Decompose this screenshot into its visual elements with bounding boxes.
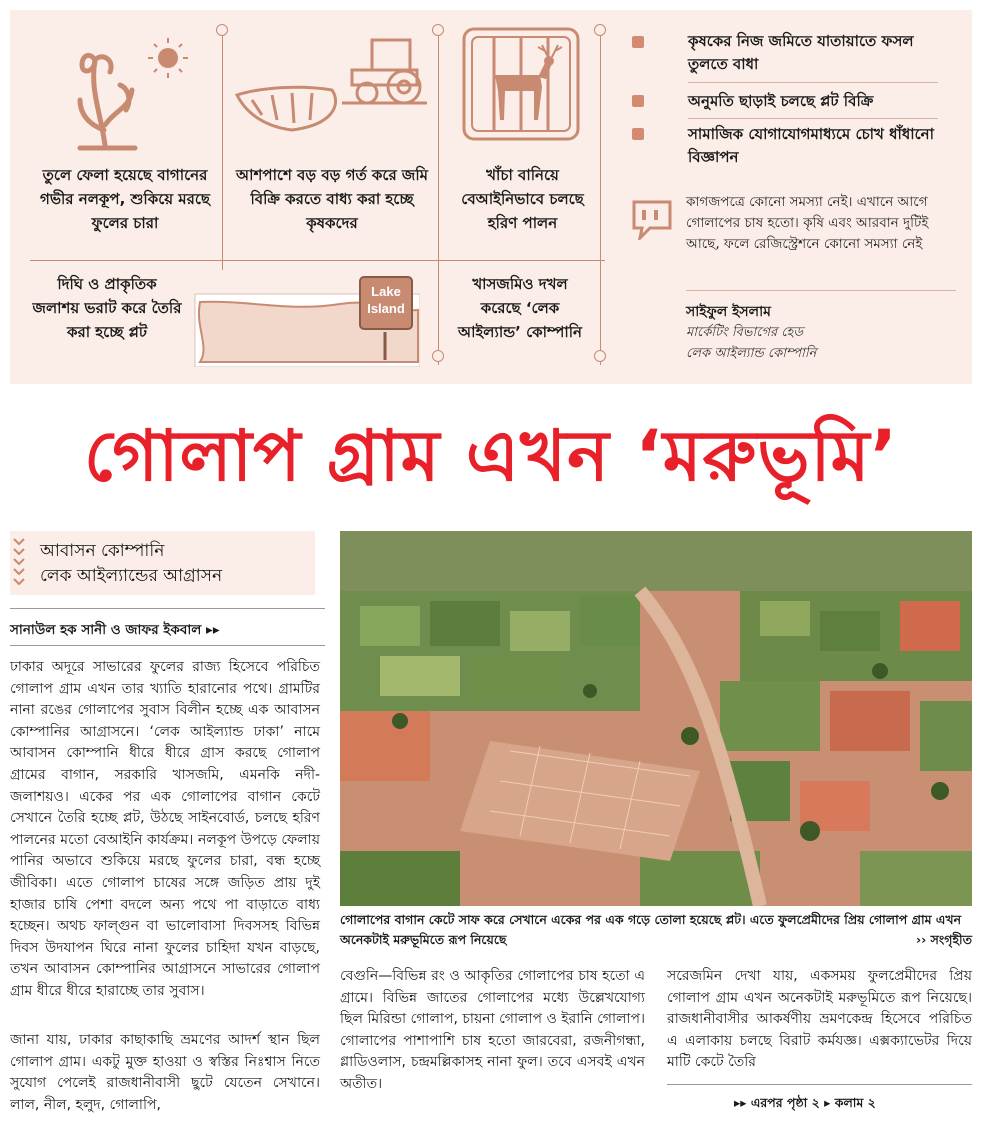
aerial-photo <box>340 531 972 906</box>
speaker-title: মার্কেটিং বিভাগের হেড <box>686 325 803 340</box>
byline: সানাউল হক সানী ও জাফর ইকবাল ▸▸ <box>10 622 220 638</box>
cell-tubewell: তুলে ফেলা হয়েছে বাগানের গভীর নলকূপ, শুকিয়ে মরছে ফুলের চারা <box>40 166 210 232</box>
subhead-line: লেক আইল্যান্ডের আগ্রাসন <box>40 566 223 586</box>
signboard <box>361 283 411 317</box>
signboard-line: Island <box>367 301 405 316</box>
article-column-1-continued: জানা যায়, ঢাকার কাছাকাছি ভ্রমণের আদর্শ স্থান ছিল গোলাপ গ্রাম। একটু মুক্ত হাওয়া ও স্বস্তির নিঃশ্বাস নিতে সুযোগ পেলেই রাজধানীবাসী ছুটে যেতেন সেখানে। লাল, নীল, হলুদ, গোলাপি, <box>10 1032 320 1113</box>
bullet-icon <box>632 128 644 140</box>
grid-node <box>216 24 228 36</box>
divider <box>667 1084 972 1085</box>
subhead-line: আবাসন কোম্পানি <box>40 541 165 561</box>
divider <box>688 82 938 83</box>
speaker-org: লেক আইল্যান্ড কোম্পানি <box>686 346 817 361</box>
subhead-box <box>10 531 315 595</box>
grid-node <box>594 24 606 36</box>
article-column-1: ঢাকার অদূরে সাভারের ফুলের রাজ্য হিসেবে পরিচিত গোলাপ গ্রাম এখন তার খ্যাতি হারানোর পথে। গ্রামটির নানা রঙের গোলাপের সুবাস বিলীন হচ্ছে এক আবাসন কোম্পানির আগ্রাসনে। ‘লেক আইল্যান্ড ঢাকা’ নামে আবাসন কোম্পানি ধীরে ধীরে গ্রাস করছে গোলাপ গ্রামের বাগান, সরকারি খাসজমি, এমনকি নদী-জলাশয়ও। একের পর এক গোলাপের বাগান কেটে সেখানে তৈরি হচ্ছে প্লট, উঠছে সাইনবোর্ড, চলছে হরিণ পালনের মতো বেআইনি কার্যক্রম। নলকূপ উপড়ে ফেলায় পানির অভাবে শুকিয়ে মরছে ফুলের চারা, বন্ধ হচ্ছে জীবিকা। এতে গোলাপ চাষের সঙ্গে জড়িত প্রায় দুই হাজার চাষি পেশা বদলে অন্য পথে পা বাড়াতে বাধ্য হচ্ছেন। অথচ ফাল্গুন বা ভালোবাসা দিবসসহ বিভিন্ন দিবস উদযাপন ঘিরে নানা ফুলের চাহিদা যখন বাড়ছে, তখন আবাসন কোম্পানির আগ্রাসনে সাভারের গোলাপ গ্রাম ধীরে ধীরে হারাচ্ছে তার সুবাস। <box>10 659 320 999</box>
cell-khasland: খাসজমিও দখল করেছে ‘লেক আইল্যান্ড’ কোম্পানি <box>458 275 582 341</box>
grid-node <box>432 350 444 362</box>
point-text: অনুমতি ছাড়াই চলছে প্লট বিক্রি <box>688 92 874 110</box>
article-column-2: বেগুনি—বিভিন্ন রং ও আকৃতির গোলাপের চাষ হতো এ গ্রামে। বিভিন্ন জাতের গোলাপের মধ্যে উল্লেখযোগ্য ছিল মিরিন্ডা গোলাপ, চায়না গোলাপ ও ইরানি গোলাপ। গোলাপের পাশাপাশি চাষ হতো জারবেরা, রজনীগন্ধা, গ্লাডিওলাস, চন্দ্রমল্লিকাসহ নানা ফুল। তবে এসবই এখন অতীত। <box>340 968 645 1092</box>
grid-divider <box>30 260 605 261</box>
infographic-panel <box>10 10 972 384</box>
grid-node <box>594 350 606 362</box>
bullet-icon <box>632 95 644 107</box>
wilted-flower-icon <box>60 30 200 155</box>
point-text: কৃষকের নিজ জমিতে যাতায়াতে ফসল তুলতে বাধা <box>688 32 914 73</box>
continued-marker: ▸▸ এরপর পৃষ্ঠা ২ ▸ কলাম ২ <box>734 1095 876 1110</box>
grid-divider <box>600 30 601 365</box>
subhead <box>40 539 222 589</box>
cell-pits: আশপাশে বড় বড় গর্ত করে জমি বিক্রি করতে বাধ্য করা হচ্ছে কৃষকদের <box>236 166 428 232</box>
headline: গোলাপ গ্রাম এখন ‘মরুভূমি’ <box>83 415 899 497</box>
cell-pond: দিঘি ও প্রাকৃতিক জলাশয় ভরাট করে তৈরি করা হচ্ছে প্লট <box>32 275 182 341</box>
grid-divider <box>438 30 439 270</box>
quote-text: কাগজপত্রে কোনো সমস্যা নেই। এখানে আগে গোলাপের চাষ হতো। কৃষি এবং আরবান দুটিই আছে, ফলে রেজিস্ট্রেশনে কোনো সমস্যা নেই <box>686 194 929 252</box>
grid-divider <box>222 30 223 270</box>
caged-deer-icon <box>460 25 582 143</box>
divider <box>10 645 325 646</box>
article-column-3: সরেজমিন দেখা যায়, একসময় ফুলপ্রেমীদের প্রিয় গোলাপ গ্রাম এখন অনেকটাই মরুভূমিতে রূপ নিয়েছে। রাজধানীবাসীর আকর্ষণীয় ভ্রমণকেন্দ্র হিসেবে পরিচিত এ এলাকায় চলছে বিরাট কর্মযজ্ঞ। এক্সক্যাভেটর দিয়ে মাটি কেটে তৈরি <box>667 968 972 1071</box>
bullet-icon <box>632 36 644 48</box>
divider <box>10 608 325 609</box>
grid-node <box>432 24 444 36</box>
speaker-name: সাইফুল ইসলাম <box>686 304 771 320</box>
photo-credit: ›› সংগৃহীত <box>915 932 972 947</box>
signboard-line: Lake <box>371 284 401 299</box>
quote-icon <box>630 198 674 240</box>
photo-caption: গোলাপের বাগান কেটে সাফ করে সেখানে একের পর এক গড়ে তোলা হয়েছে প্লট। এতে ফুলপ্রেমীদের প্রিয় গোলাপ গ্রাম এখন অনেকটাই মরুভূমিতে রূপ নিয়েছে <box>340 912 962 947</box>
cell-deer: খাঁচা বানিয়ে বেআইনিভাবে চলছে হরিণ পালন <box>461 166 584 232</box>
ornament-icon <box>12 535 26 591</box>
point-text: সামাজিক যোগাযোগমাধ্যমে চোখ ধাঁধানো বিজ্ঞাপন <box>688 125 934 166</box>
tractor-pit-icon <box>232 25 432 140</box>
divider <box>686 290 956 291</box>
divider <box>688 118 938 119</box>
